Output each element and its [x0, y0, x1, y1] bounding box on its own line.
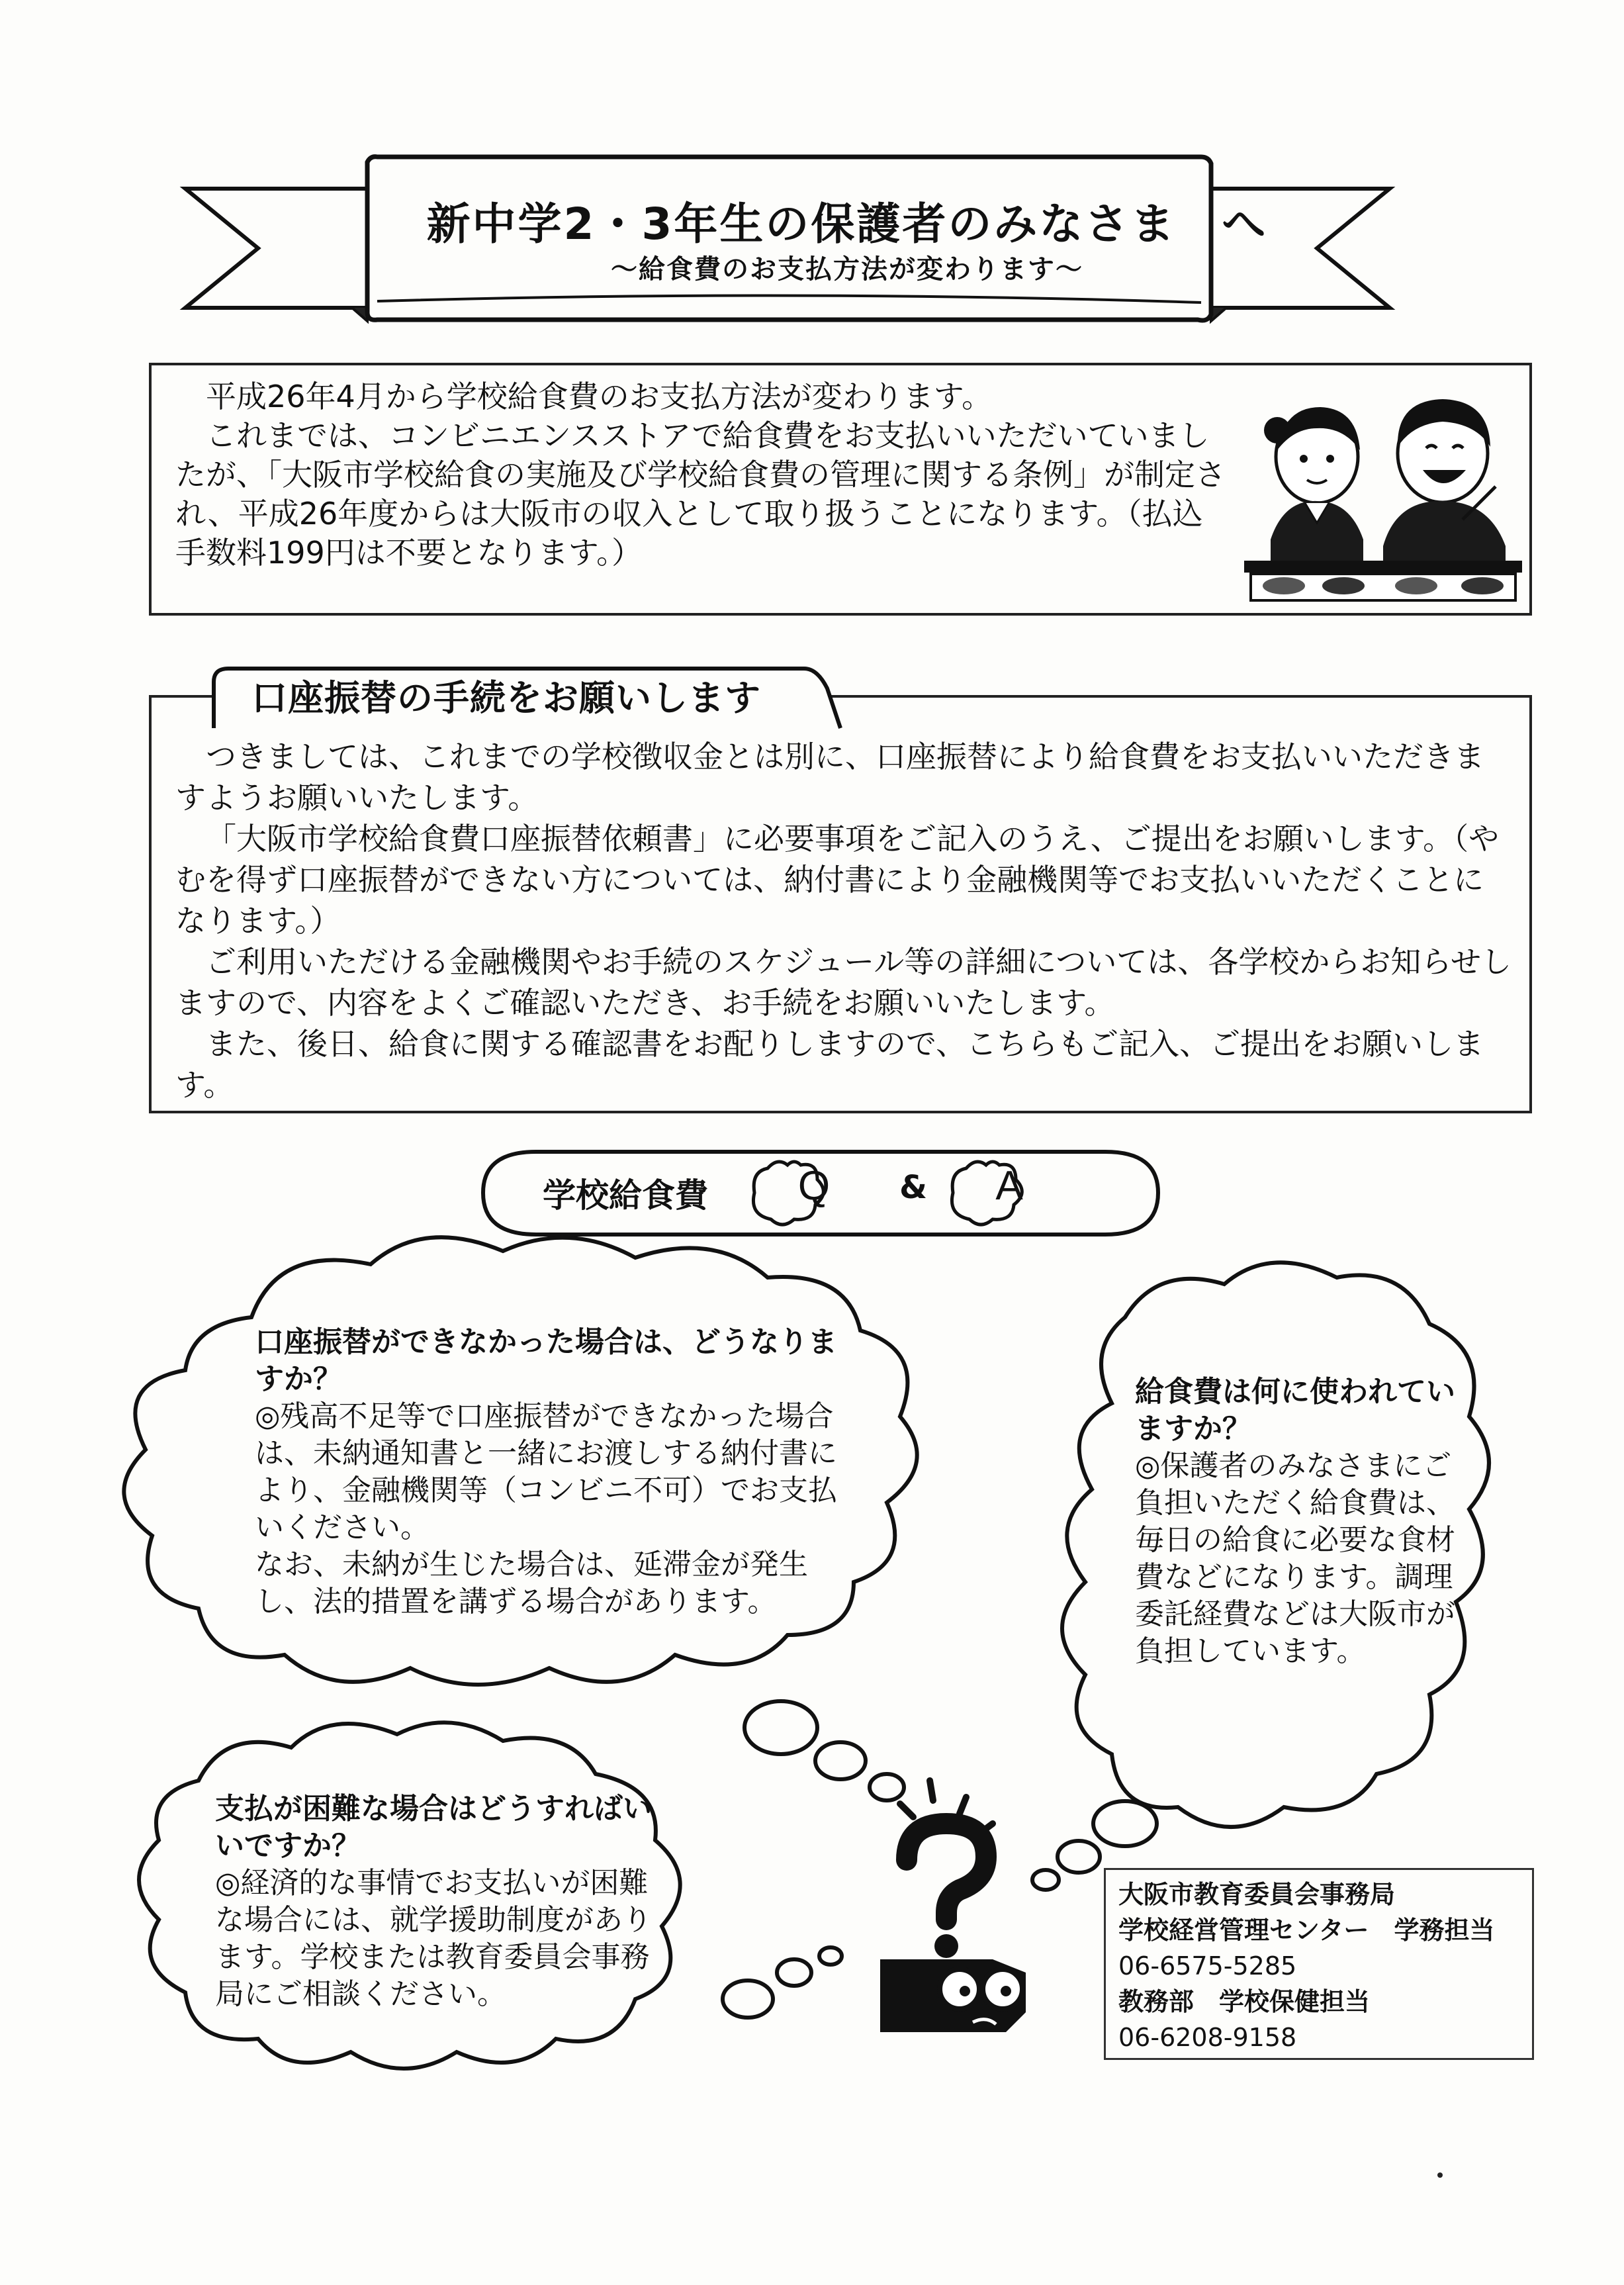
contact-info [1118, 1877, 1542, 2055]
contact-phone-1: 06-6575-5285 [1118, 1951, 1297, 1981]
qa-item-1 [255, 1324, 850, 1620]
intro-paragraph: これまでは、コンビニエンスストアで給食費をお支払いいただいていましたが、「大阪市学校給食の実施及び学校給食費の管理に関する条例」が制定され、平成26年度からは大阪市の収入として取り扱うことになります。（払込手数料199円は不要となります。） [175, 418, 1226, 571]
qa-question: 口座振替ができなかった場合は、どうなりますか？ [255, 1325, 837, 1396]
account-paragraph: ご利用いただける金融機関やお手続のスケジュール等の詳細については、各学校からお知らせしますので、内容をよくご確認いただき、お手続をお願いいたします。 [175, 944, 1511, 1021]
qa-ampersand: & [899, 1169, 927, 1206]
stray-dot [1437, 2172, 1443, 2178]
q-badge-letter: Q [797, 1163, 831, 1209]
page-subtitle: ～給食費のお支払方法が変わります～ [611, 254, 1083, 285]
qa-label: 学校給食費 [543, 1176, 708, 1215]
intro-text [175, 377, 1228, 573]
qa-item-3 [215, 1791, 665, 2013]
children-eating-lunch-illustration [1244, 387, 1522, 606]
contact-dept-2: 教務部 学校保健担当 [1118, 1987, 1371, 2016]
qa-answer: ◎経済的な事情でお支払いが困難な場合には、就学援助制度があります。学校または教育委員会事務局にご相談ください。 [215, 1866, 652, 2011]
contact-phone-2: 06-6208-9158 [1118, 2023, 1297, 2052]
qa-note: なお、未納が生じた場合は、延滞金が発生し、法的措置を講ずる場合があります。 [255, 1548, 808, 1618]
contact-org: 大阪市教育委員会事務局 [1118, 1880, 1396, 1909]
a-badge-letter: A [995, 1163, 1023, 1209]
qa-item-2 [1135, 1374, 1472, 1670]
thinking-character-icon [860, 1761, 1079, 2039]
page-title: 新中学2・3年生の保護者のみなさま へ [426, 199, 1268, 250]
qa-question: 支払が困難な場合はどうすればいいですか？ [215, 1792, 652, 1863]
qa-question: 給食費は何に使われていますか？ [1135, 1375, 1455, 1446]
account-paragraph: また、後日、給食に関する確認書をお配りしますので、こちらもご記入、ご提出をお願いします。 [175, 1026, 1484, 1103]
qa-answer: ◎残高不足等で口座振替ができなかった場合は、未納通知書と一緒にお渡しする納付書により、金融機関等（コンビニ不可）でお支払いください。 [255, 1399, 837, 1544]
contact-dept-1: 学校経営管理センター 学務担当 [1118, 1916, 1495, 1945]
intro-paragraph: 平成26年4月から学校給食費のお支払方法が変わります。 [206, 379, 993, 414]
account-transfer-heading: 口座振替の手続をお願いします [251, 677, 761, 719]
account-paragraph: 「大阪市学校給食費口座振替依頼書」に必要事項をご記入のうえ、ご提出をお願いします。（やむを得ず口座振替ができない方については、納付書により金融機関等でお支払いいただくことになります。） [175, 821, 1500, 939]
account-transfer-text [175, 736, 1512, 1105]
qa-answer: ◎保護者のみなさまにご負担いただく給食費は、毎日の給食に必要な食材費などになります。調理委託経費などは大阪市が負担しています。 [1135, 1449, 1455, 1668]
account-paragraph: つきましては、これまでの学校徴収金とは別に、口座振替により給食費をお支払いいただきますようお願いいたします。 [175, 739, 1484, 816]
